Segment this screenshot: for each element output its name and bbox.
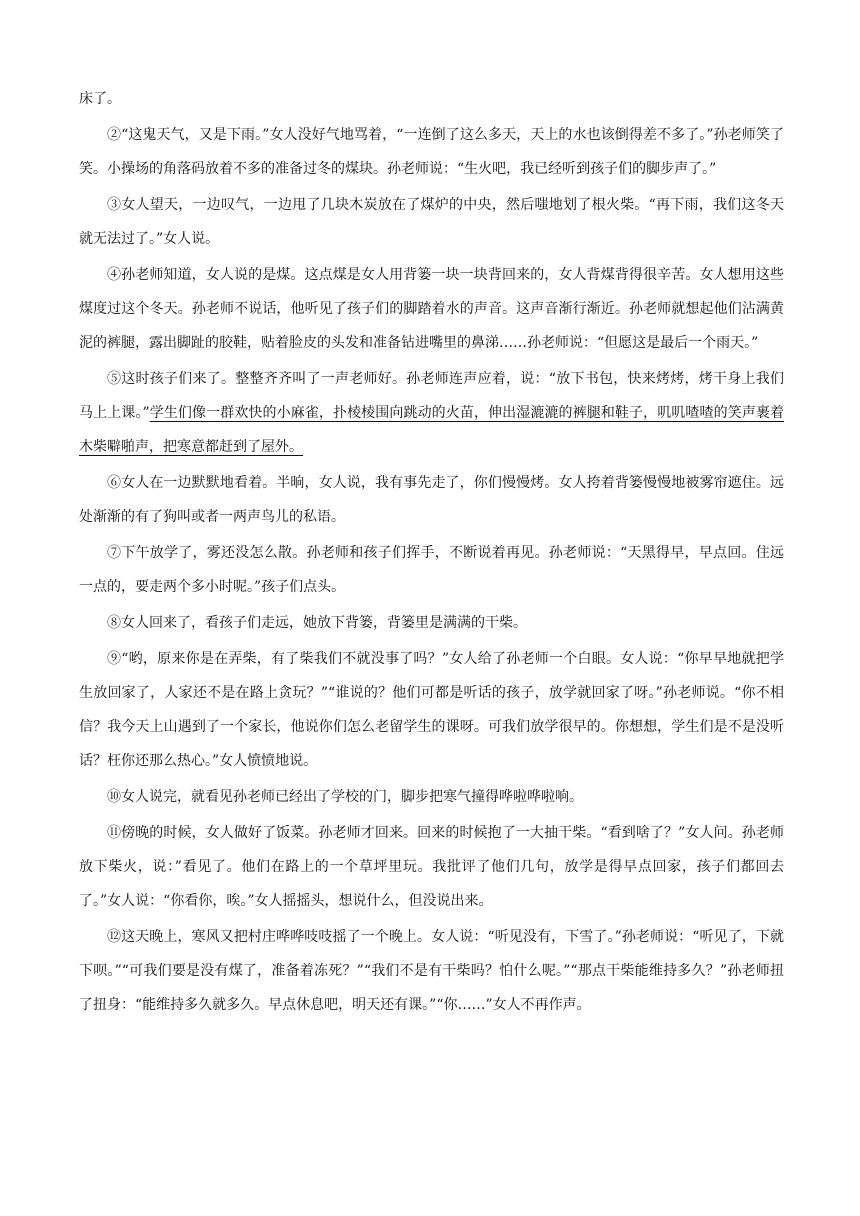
paragraph-9: ⑨“哟，原来你是在弄柴，有了柴我们不就没事了吗？”女人给了孙老师一个白眼。女人说：“你早早地就把学生放回家了，人家还不是在路上贪玩？”“谁说的？他们可都是听话的孩子，放学就回家了呀。”孙老师说。“你不相信？我今天上山遇到了一个家长，他说你们怎么老留学生的课呀。可我们放学很早的。你想想，学生们是不是没听话？枉你还那么热心。”女人愤愤地说。 [79,651,784,769]
paragraph-7: ⑦下午放学了，雾还没怎么散。孙老师和孩子们挥手，不断说着再见。孙老师说：“天黑得早，早点回。住远一点的，要走两个多小时呢。”孩子们点头。 [79,545,784,595]
paragraph-11: ⑪傍晚的时候，女人做好了饭菜。孙老师才回来。回来的时候抱了一大抽干柴。“看到啥了？”女人问。孙老师放下柴火，说：”看见了。他们在路上的一个草坪里玩。我批评了他们几句，放学是得早点回家，孩子们都回去了。”女人说：“你看你，唉。”女人摇摇头，想说什么，但没说出来。 [79,825,784,909]
paragraph-6: ⑥女人在一边默默地看着。半晌，女人说，我有事先走了，你们慢慢烤。女人挎着背篓慢慢地被雾帘遮住。远处渐渐的有了狗叫或者一两声鸟儿的私语。 [79,475,784,525]
paragraph-8: ⑧女人回来了，看孩子们走远，她放下背篓，背篓里是满满的干柴。 [107,615,527,631]
document-body [79,82,784,1024]
paragraph-3: ③女人望天，一边叹气，一边甩了几块木炭放在了煤炉的中央，然后嗤地划了根火柴。“再下雨，我们这冬天就无法过了。”女人说。 [79,197,784,247]
paragraph-5 [79,362,784,464]
paragraph-5-text: ⑤这时孩子们来了。整整齐齐叫了一声老师好。孙老师连声应着，说：“放下书包，快来烤烤，烤干身上我们马上上课。” [79,371,784,421]
paragraph-12: ⑫这天晚上，寒风又把村庄哗哗吱吱摇了一个晚上。女人说：“听见没有，下雪了。”孙老师说：“听见了，下就下呗。”“可我们要是没有煤了，准备着冻死？”“我们不是有干柴吗？怕什么呢。”“那点干柴能维持多久？”孙老师扭了扭身：“能维持多久就多久。早点休息吧，明天还有课。”“你……”女人不再作声。 [79,929,784,1013]
underlined-sentence: 学生们像一群欢快的小麻雀，扑棱棱围向跳动的火苗，伸出湿漉漉的裤腿和鞋子，叽叽喳喳的笑声裹着木柴噼啪声，把寒意都赶到了屋外。 [79,405,784,455]
paragraph-10: ⑩女人说完，就看见孙老师已经出了学校的门，脚步把寒气撞得哗啦哗啦响。 [107,789,583,805]
paragraph-2: ②“这鬼天气，又是下雨。”女人没好气地骂着，“一连倒了这么多天，天上的水也该倒得差不多了。”孙老师笑了笑。小操场的角落码放着不多的准备过冬的煤块。孙老师说：“生火吧，我已经听到孩子们的脚步声了。” [79,127,784,177]
paragraph-continuation: 床了。 [79,91,121,107]
paragraph-4: ④孙老师知道，女人说的是煤。这点煤是女人用背篓一块一块背回来的，女人背煤背得很辛苦。女人想用这些煤度过这个冬天。孙老师不说话，他听见了孩子们的脚踏着水的声音。这声音渐行渐近。孙老师就想起他们沾满黄泥的裤腿，露出脚趾的胶鞋，贴着脸皮的头发和准备钻进嘴里的鼻涕……孙老师说：“但愿这是最后一个雨天。” [79,267,784,351]
